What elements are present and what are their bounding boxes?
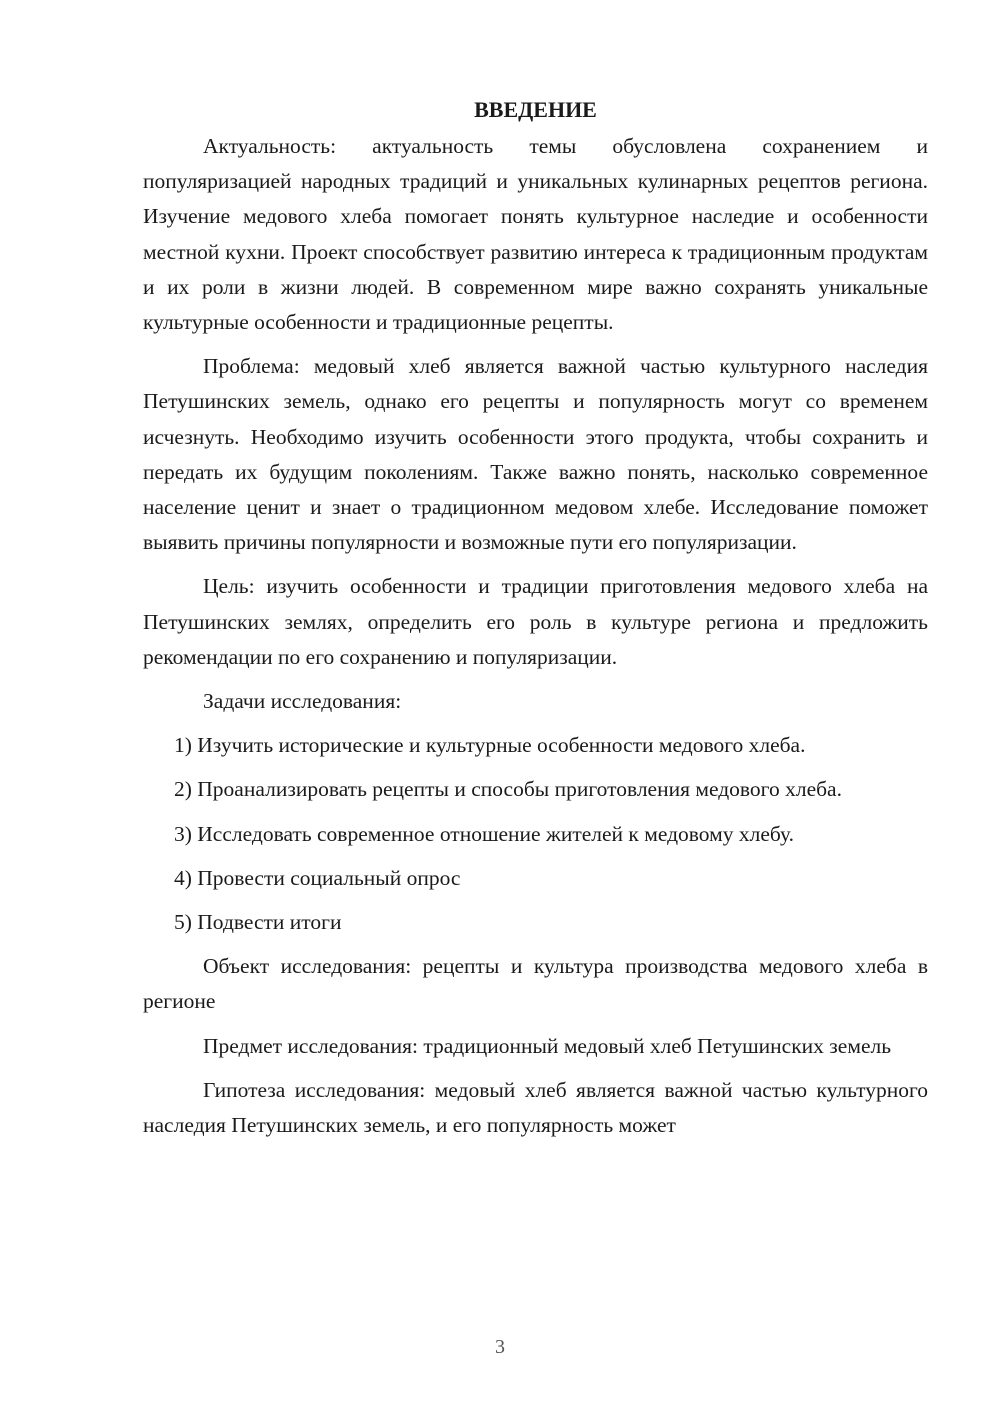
paragraph-goal: Цель: изучить особенности и традиции приготовления медового хлеба на Петушинских землях, определить его роль в культуре региона и предложить рекомендации по его сохранению и популяризации.	[143, 574, 928, 669]
section-title: ВВЕДЕНИЕ	[474, 97, 597, 122]
task-item-2: 2) Проанализировать рецепты и способы приготовления медового хлеба.	[174, 777, 842, 802]
paragraph-problem: Проблема: медовый хлеб является важной частью культурного наследия Петушинских земель, однако его рецепты и популярность могут со временем исчезнуть. Необходимо изучить особенности этого продукта, чтобы сохранить и передать их будущим поколениям. Также важно понять, насколько современное население ценит и знает о традиционном медовом хлебе. Исследование поможет выявить причины популярности и возможные пути его популяризации.	[143, 354, 928, 555]
page-number: 3	[495, 1336, 505, 1358]
task-item-4: 4) Провести социальный опрос	[174, 865, 461, 890]
paragraph-object: Объект исследования: рецепты и культура производства медового хлеба в регионе	[143, 954, 928, 1014]
task-item-3: 3) Исследовать современное отношение жителей к медовому хлебу.	[174, 821, 794, 846]
paragraph-hypothesis: Гипотеза исследования: медовый хлеб является важной частью культурного наследия Петушинских земель, и его популярность может	[143, 1077, 928, 1138]
task-item-5: 5) Подвести итоги	[174, 910, 342, 935]
task-item-1: 1) Изучить исторические и культурные особенности медового хлеба.	[174, 733, 806, 758]
paragraph-relevance: Актуальность: актуальность темы обусловлена сохранением и популяризацией народных традиций и уникальных кулинарных рецептов региона. Изучение медового хлеба помогает понять культурное наследие и особенности местной кухни. Проект способствует развитию интереса к традиционным продуктам и их роли в жизни людей. В современном мире важно сохранять уникальные культурные особенности и традиционные рецепты.	[143, 134, 928, 335]
paragraph-tasks-heading: Задачи исследования:	[203, 689, 402, 714]
paragraph-subject: Предмет исследования: традиционный медовый хлеб Петушинских земель	[203, 1033, 892, 1058]
document-page	[143, 92, 928, 1143]
